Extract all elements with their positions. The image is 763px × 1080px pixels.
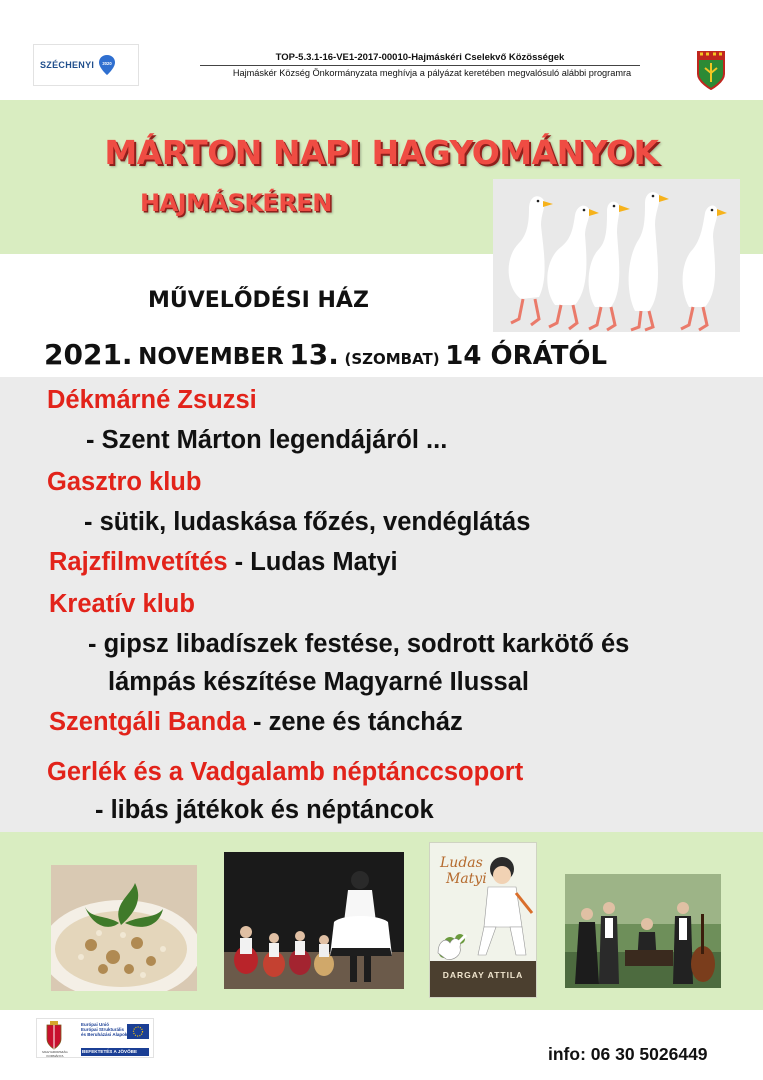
contact-info: info: 06 30 5026449: [548, 1044, 708, 1064]
government-label: MAGYARORSZÁG KORMÁNYA: [42, 1050, 68, 1058]
program-item-name: Dékmárné Zsuzsi: [47, 386, 257, 414]
szechenyi-2020-logo: [33, 44, 139, 86]
geese-illustration: [493, 179, 740, 332]
date-time: 14 ÓRÁTÓL: [445, 341, 608, 371]
program-item-description: lámpás készítése Magyarné Ilussal: [108, 668, 529, 696]
map-pin-icon: [98, 54, 116, 76]
eu-slogan: BEFEKTETÉS A JÖVŐBE: [82, 1049, 138, 1054]
eu-line1: Európai Unió: [81, 1022, 109, 1027]
program-item-row: [49, 708, 463, 737]
program-list: [0, 377, 763, 832]
program-item-description: - sütik, ludaskása főzés, vendéglátás: [84, 508, 531, 536]
program-item-description: - gipsz libadíszek festése, sodrott karkötő és: [88, 630, 630, 658]
eu-line3: és Beruházási Alapok: [81, 1032, 128, 1037]
coat-of-arms-icon: [696, 50, 726, 90]
szechenyi-logo-text: SZÉCHENYI: [40, 60, 95, 70]
project-subtitle: Hajmáskér Község Önkormányzata meghívja a pályázat keretében megvalósuló alábbi programra: [232, 68, 632, 78]
program-item-name: Rajzfilmvetítés: [49, 548, 228, 576]
event-location-title: HAJMÁSKÉREN: [140, 189, 332, 217]
venue: MŰVELŐDÉSI HÁZ: [148, 288, 369, 313]
program-item-name: Gerlék és a Vadgalamb néptánccsoport: [47, 758, 524, 786]
program-item-name: Gasztro klub: [47, 468, 202, 496]
szechenyi-logo-year: 2020: [102, 61, 112, 66]
program-item-row: [49, 548, 398, 577]
ludaskasa-photo: [51, 865, 197, 991]
ludas-matyi-poster: [429, 842, 537, 998]
date-weekday: (SZOMBAT): [344, 350, 440, 368]
szentgali-banda-photo: [565, 874, 721, 988]
date-month: NOVEMBER: [138, 344, 284, 370]
program-item-description: - Ludas Matyi: [227, 548, 398, 576]
poster-title-line1: Ludas: [440, 855, 483, 871]
program-item-description: - libás játékok és néptáncok: [95, 796, 434, 824]
project-code: TOP-5.3.1-16-VE1-2017-00010-Hajmáskéri Cselekvő Közösségek: [200, 52, 640, 66]
date-day: 13.: [289, 338, 339, 371]
poster-author: DARGAY ATTILA: [442, 970, 524, 980]
date-year: 2021.: [44, 338, 133, 371]
program-item-description: - Szent Márton legendájáról ...: [86, 426, 448, 454]
eu-flag-icon: [127, 1024, 149, 1039]
eu-funding-logo: [36, 1018, 154, 1058]
program-item-name: Szentgáli Banda: [49, 708, 246, 736]
poster-title: [440, 855, 487, 887]
event-date: [44, 338, 607, 371]
program-item-name: Kreatív klub: [49, 590, 195, 618]
folk-dance-photo: [224, 852, 404, 989]
event-title: MÁRTON NAPI HAGYOMÁNYOK: [104, 133, 659, 172]
eu-line2: Európai Strukturális: [81, 1027, 125, 1032]
program-item-description: - zene és táncház: [245, 708, 463, 736]
eu-text-block: [81, 1022, 127, 1037]
poster-title-line2: Matyi: [446, 871, 487, 887]
